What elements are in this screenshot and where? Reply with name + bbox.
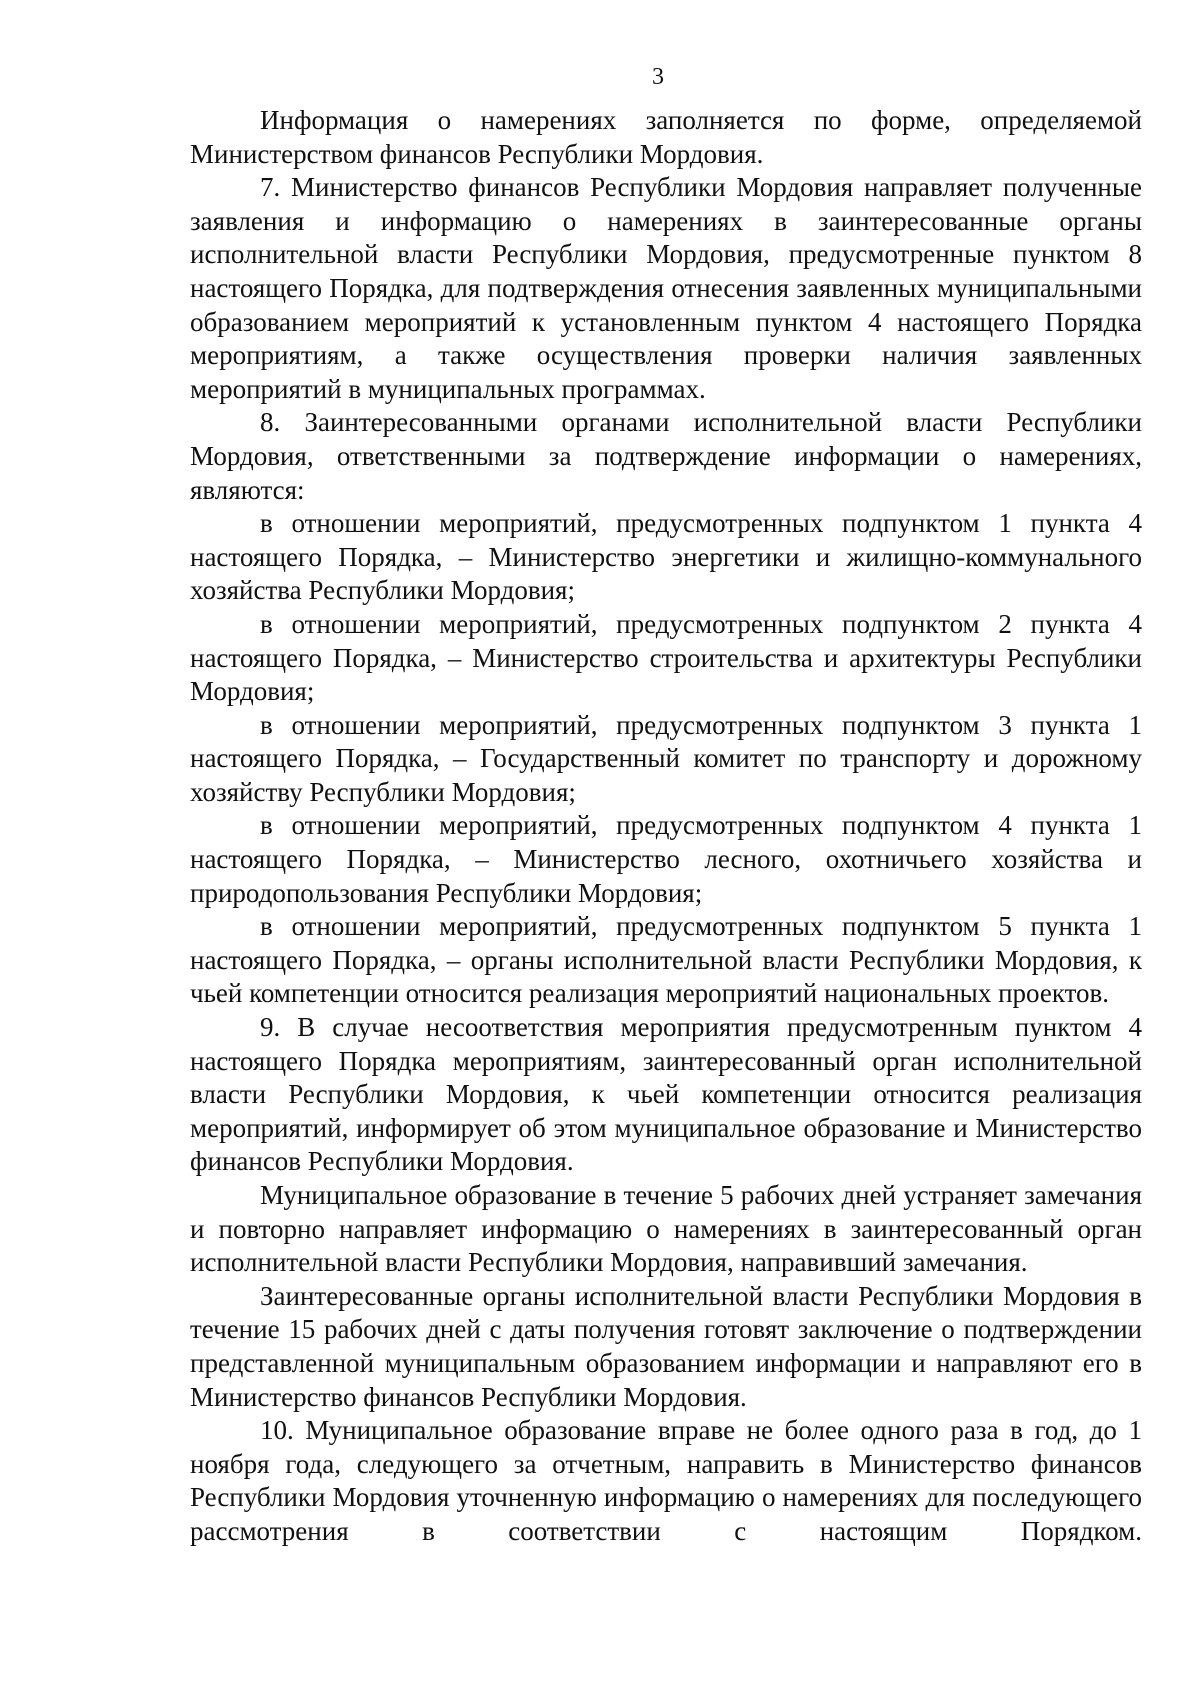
- paragraph-intentions-form: Информация о намерениях заполняется по форме, определяемой Министерством финансов Республики Мордовия.: [190, 105, 1142, 169]
- paragraph-conclusion: Заинтересованные органы исполнительной власти Республики Мордовия в течение 15 рабочих дней с даты получения готовят заключение о подтверждении представленной муниципальным образованием информации и направляют его в Министерство финансов Республики Мордовия.: [190, 1280, 1142, 1412]
- page-number: 3: [652, 64, 664, 90]
- paragraph-item-10: 10. Муниципальное образование вправе не более одного раза в год, до 1 ноября года, следующего за отчетным, направить в Министерство финансов Республики Мордовия уточненную информацию о намерениях для последующего рассмотрения в соответствии с настоящим Порядком.: [190, 1415, 1142, 1546]
- paragraph-energy-ministry: в отношении мероприятий, предусмотренных подпунктом 1 пункта 4 настоящего Порядка, – Министерство энергетики и жилищно-коммунального хозяйства Республики Мордовия;: [190, 508, 1142, 606]
- paragraph-construction-ministry: в отношении мероприятий, предусмотренных подпунктом 2 пункта 4 настоящего Порядка, – Министерство строительства и архитектуры Республики Мордовия;: [190, 608, 1142, 707]
- paragraph-corrections: Муниципальное образование в течение 5 рабочих дней устраняет замечания и повторно направляет информацию о намерениях в заинтересованный орган исполнительной власти Республики Мордовия, направивший замечания.: [190, 1180, 1142, 1278]
- document-body: [190, 104, 1142, 1549]
- paragraph-transport-committee: в отношении мероприятий, предусмотренных подпунктом 3 пункта 1 настоящего Порядка, – Государственный комитет по транспорту и дорожному хозяйству Республики Мордовия;: [190, 709, 1142, 807]
- paragraph-item-8: 8. Заинтересованными органами исполнительной власти Республики Мордовия, ответственными за подтверждение информации о намерениях, являются:: [190, 407, 1142, 505]
- paragraph-national-projects: в отношении мероприятий, предусмотренных подпунктом 5 пункта 1 настоящего Порядка, – органы исполнительной власти Республики Мордовия, к чьей компетенции относится реализация мероприятий национальных проектов.: [190, 911, 1142, 1009]
- paragraph-forestry-ministry: в отношении мероприятий, предусмотренных подпунктом 4 пункта 1 настоящего Порядка, – Министерство лесного, охотничьего хозяйства и природопользования Республики Мордовия;: [190, 810, 1142, 908]
- paragraph-item-7: 7. Министерство финансов Республики Мордовия направляет полученные заявления и информацию о намерениях в заинтересованные органы исполнительной власти Республики Мордовия, предусмотренные пунктом 8 настоящего Порядка, для подтверждения отнесения заявленных муниципальными образованием мероприятий к установленным пунктом 4 настоящего Порядка мероприятиям, а также осуществления проверки наличия заявленных мероприятий в муниципальных программах.: [190, 172, 1142, 404]
- paragraph-item-9: 9. В случае несоответствия мероприятия предусмотренным пунктом 4 настоящего Порядка мероприятиям, заинтересованный орган исполнительной власти Республики Мордовия, к чьей компетенции относится реализация мероприятий, информирует об этом муниципальное образование и Министерство финансов Республики Мордовия.: [190, 1012, 1142, 1177]
